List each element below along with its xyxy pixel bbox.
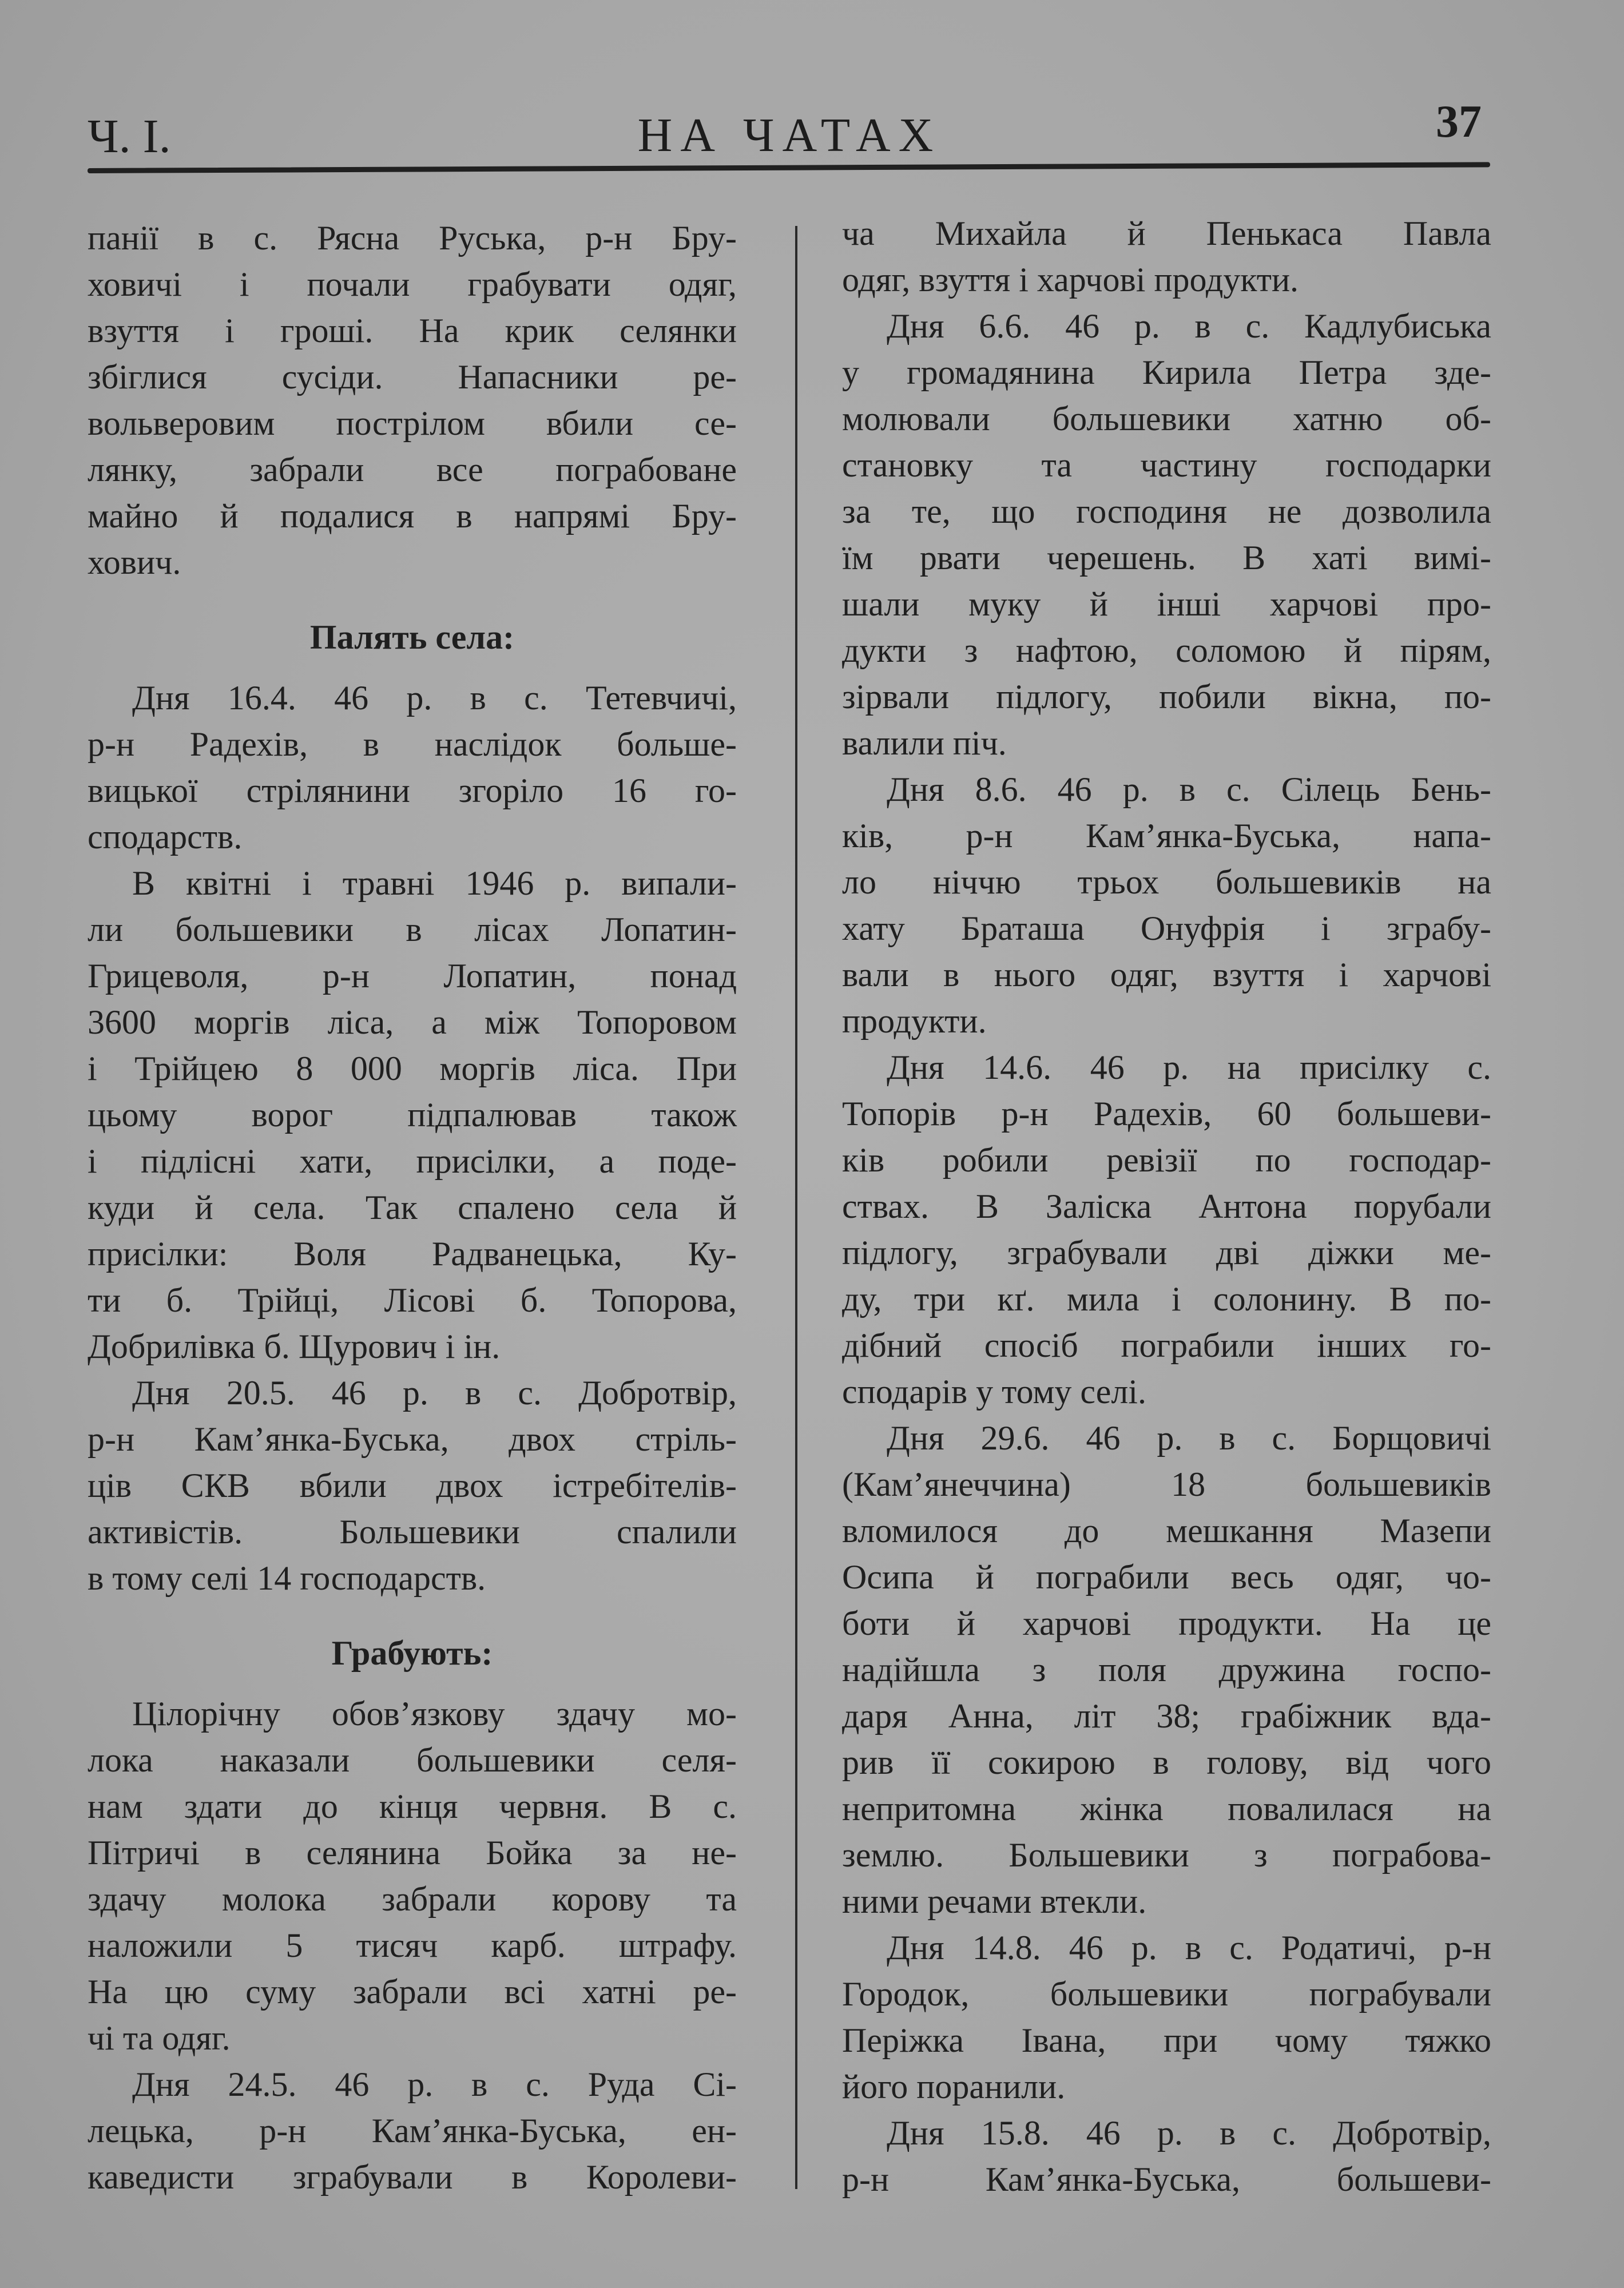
text-line: ли большевики в лісах Лопатин- [88,911,737,948]
text-line: р-н Кам’янка-Буська, двох стріль- [88,1420,737,1458]
right-column [842,210,1491,2203]
text-line: надійшла з поля дружина госпо- [842,1651,1491,1689]
text-line: Топорів р-н Радехів, 60 большеви- [842,1095,1491,1133]
text-line: каведисти зграбували в Королеви- [88,2158,737,2196]
text-line: сподарств. [88,818,243,856]
text-line: продукти. [842,1002,987,1040]
text-line: 3600 моргів ліса, а між Топоровом [88,1003,737,1041]
text-line: здачу молока забрали корову та [88,1880,737,1918]
text-line: шали муку й інші харчові про- [842,585,1491,623]
text-line: зірвали підлогу, побили вікна, по- [842,678,1491,716]
text-line: непритомна жінка повалилася на [842,1790,1491,1828]
paragraph [88,215,737,586]
text-line: валили піч. [842,724,1007,762]
text-line: Дня 20.5. 46 р. в с. Добротвір, [132,1374,737,1412]
text-line: Дня 6.6. 46 р. в с. Кадлубиська [887,307,1491,345]
text-line: (Кам’янеччина) 18 большевиків [842,1465,1491,1503]
text-line: Дня 8.6. 46 р. в с. Сілець Бень- [887,770,1491,808]
text-line: присілки: Воля Радванецька, Ку- [88,1235,737,1273]
paragraph [842,1415,1491,1925]
text-line: збіглися сусіди. Напасники ре- [88,358,737,396]
text-line: боти й харчові продукти. На це [842,1604,1491,1642]
text-line: за те, що господиня не дозволила [842,492,1491,530]
text-line: Добрилівка б. Щурович і ін. [88,1328,501,1365]
text-line: ків робили ревізії по господар- [842,1141,1491,1179]
text-line: вали в нього одяг, взуття і харчові [842,956,1491,994]
paragraph [88,860,737,1370]
header-rule [88,162,1490,173]
text-line: в тому селі 14 господарств. [88,1559,486,1597]
text-line: ків, р-н Кам’янка-Буська, напа- [842,817,1491,855]
text-line: активістів. Большевики спалили [88,1513,737,1551]
text-line: Пітричі в селянина Бойка за не- [88,1834,737,1872]
text-line: взуття і гроші. На крик селянки [88,312,737,349]
text-line: вольверовим пострілом вбили се- [88,404,737,442]
running-title: НА ЧАТАХ [637,109,942,162]
column-divider [795,226,797,2189]
text-line: вицької стрілянини згоріло 16 го- [88,772,737,809]
text-line: ча Михайла й Пенькаса Павла [842,214,1491,252]
text-line: ними речами втекли. [842,1882,1147,1920]
text-line: Цілорічну обов’язкову здачу мо- [132,1695,737,1733]
text-line: хату Браташа Онуфрія і зграбу- [842,909,1491,947]
text-line: майно й подалися в напрямі Бру- [88,497,737,535]
text-line: вломилося до мешкання Мазепи [842,1512,1491,1550]
text-line: лецька, р-н Кам’янка-Буська, ен- [88,2112,737,2150]
paragraph [88,1370,737,1602]
text-line: молювали большевики хатню об- [842,400,1491,438]
paragraph [88,2061,737,2200]
paragraph [88,1691,737,2061]
text-line: Грицеволя, р-н Лопатин, понад [88,957,737,995]
text-line: землю. Большевики з пограбова- [842,1836,1491,1874]
text-line: хович. [88,543,181,581]
text-line: ствах. В Заліска Антона порубали [842,1187,1491,1225]
left-column [88,215,737,2200]
text-line: наложили 5 тисяч карб. штрафу. [88,1926,737,1964]
text-line: ховичі і почали грабувати одяг, [88,265,737,303]
text-line: і підлісні хати, присілки, а поде- [88,1142,737,1180]
paragraph [842,766,1491,1044]
text-line: В квітні і травні 1946 р. випали- [132,864,737,902]
text-line: Дня 24.5. 46 р. в с. Руда Сі- [132,2065,737,2103]
text-line: їм рвати черешень. В хаті вимі- [842,539,1491,577]
text-line: дукти з нафтою, соломою й пірям, [842,631,1491,669]
text-line: куди й села. Так спалено села й [88,1189,737,1226]
text-line: р-н Радехів, в наслідок больше- [88,725,737,763]
text-line: Городок, большевики пограбували [842,1975,1491,2013]
text-line: панії в с. Рясна Руська, р-н Бру- [88,219,737,257]
part-label: Ч. І. [88,110,171,163]
text-line: цьому ворог підпалював також [88,1096,737,1134]
text-line: лянку, забрали все пограбоване [88,451,737,488]
page-number: 37 [1436,97,1482,147]
text-line: ло ніччю трьох большевиків на [842,863,1491,901]
paragraph [842,1044,1491,1415]
text-line: становку та частину господарки [842,446,1491,484]
text-line: його поранили. [842,2068,1066,2106]
text-line: р-н Кам’янка-Буська, большеви- [842,2160,1491,2198]
text-line: у громадянина Кирила Петра зде- [842,353,1491,391]
text-line: ду, три кґ. мила і солонину. В по- [842,1280,1491,1318]
text-line: Дня 16.4. 46 р. в с. Тетевчичі, [132,679,737,717]
text-line: лока наказали большевики селя- [88,1741,737,1779]
text-line: ців СКВ вбили двох істребітелів- [88,1467,737,1504]
text-line: даря Анна, літ 38; грабіжник вда- [842,1697,1491,1735]
text-line: дібний спосіб пограбили інших го- [842,1326,1491,1364]
text-line: нам здати до кінця червня. В с. [88,1787,737,1825]
text-line: і Трійцею 8 000 моргів ліса. При [88,1050,737,1087]
text-line: сподарів у тому селі. [842,1373,1147,1411]
section-heading: Палять села: [309,618,515,656]
text-line: Дня 15.8. 46 р. в с. Добротвір, [887,2114,1491,2152]
text-line: Дня 29.6. 46 р. в с. Борщовичі [887,1419,1491,1457]
paragraph [842,210,1491,303]
text-line: Періжка Івана, при чому тяжко [842,2021,1491,2059]
text-line: Осипа й пограбили весь одяг, чо- [842,1558,1491,1596]
paragraph [842,2110,1491,2203]
text-line: чі та одяг. [88,2019,231,2057]
section-heading: Грабують: [331,1634,493,1672]
paragraph [88,675,737,860]
text-line: підлогу, зграбували дві діжки ме- [842,1234,1491,1272]
text-line: одяг, взуття і харчові продукти. [842,261,1299,299]
paragraph [842,303,1491,766]
text-line: Дня 14.6. 46 р. на присілку с. [887,1048,1491,1086]
text-line: ти б. Трійці, Лісові б. Топорова, [88,1281,737,1319]
text-line: На цю суму забрали всі хатні ре- [88,1973,737,2011]
text-line: Дня 14.8. 46 р. в с. Родатичі, р-н [887,1929,1491,1967]
paragraph [842,1925,1491,2110]
text-line: рив її сокирою в голову, від чого [842,1743,1491,1781]
